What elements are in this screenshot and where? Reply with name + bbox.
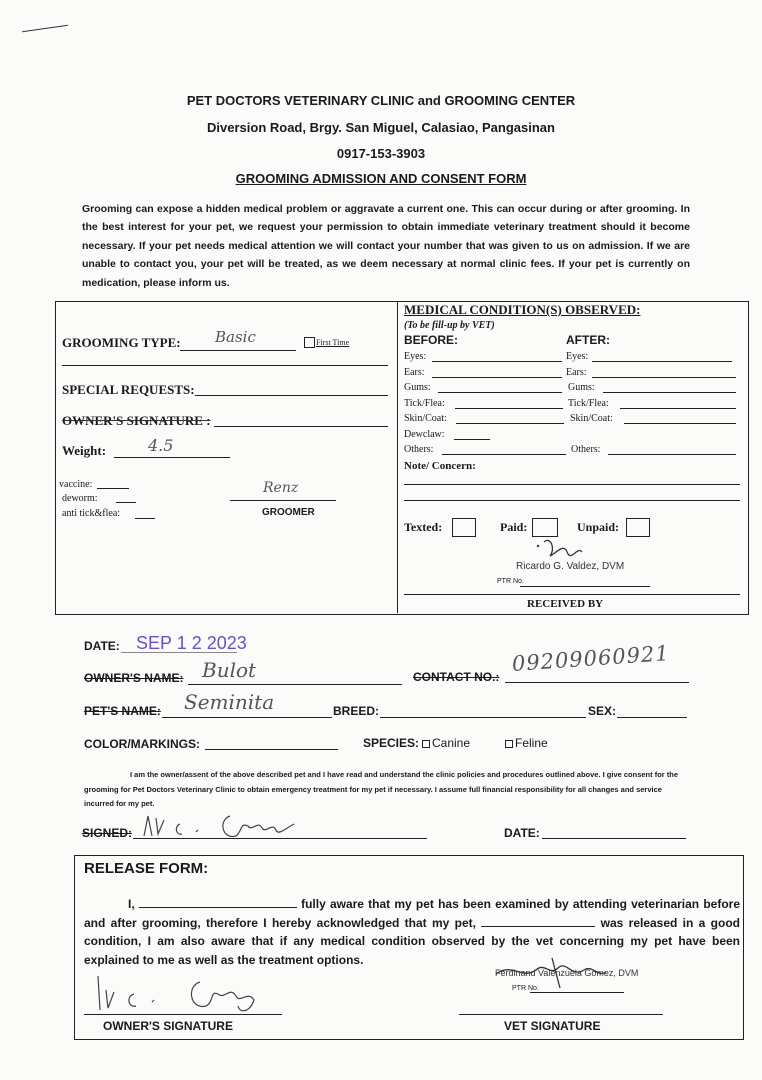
after-label: AFTER: [566, 333, 610, 347]
first-time-checkbox[interactable] [304, 337, 315, 348]
after-tick: Tick/Flea: [568, 398, 609, 409]
canine-label: Canine [432, 736, 471, 750]
owner-signature-release-label: OWNER'S SIGNATURE [103, 1019, 233, 1033]
pen-mark [22, 25, 68, 32]
before-tick-line [455, 408, 563, 409]
medical-title: MEDICAL CONDITION(S) OBSERVED: [404, 302, 641, 317]
owner-name-label: OWNER'S NAME: [84, 671, 184, 685]
texted-label: Texted: [404, 520, 443, 534]
date-label: DATE: [84, 639, 120, 653]
note-line-1 [404, 484, 740, 485]
vaccine-line [97, 488, 129, 489]
owner-signature-line [214, 426, 388, 427]
sex-line [617, 717, 687, 718]
after-tick-line [620, 408, 736, 409]
feline-label: Feline [515, 736, 548, 750]
vaccine-label: vaccine: [59, 479, 93, 490]
before-gums-line [438, 392, 562, 393]
before-others: Others: [404, 444, 434, 455]
breed-line [380, 717, 586, 718]
owner-name-value[interactable]: Bulot [202, 658, 257, 682]
groomer-line [230, 500, 336, 501]
form-title: GROOMING ADMISSION AND CONSENT FORM [235, 171, 527, 186]
texted-checkbox[interactable] [452, 518, 476, 537]
after-ears-line [592, 377, 736, 378]
weight-line [114, 457, 230, 458]
groomer-name[interactable]: Renz [263, 480, 299, 496]
date2-line [542, 838, 686, 839]
paid-label: Paid: [500, 520, 528, 534]
before-gums: Gums: [404, 382, 431, 393]
after-skin: Skin/Coat: [570, 413, 613, 424]
received-by-label: RECEIVED BY [527, 598, 604, 610]
date-stamp: SEP 1 2 2023 [136, 633, 247, 653]
grooming-type-value[interactable]: Basic [215, 328, 256, 346]
sex-label: SEX: [588, 704, 617, 718]
release-owner-line [84, 1014, 282, 1015]
owner-signature-mark [140, 806, 300, 850]
after-others-line [608, 454, 736, 455]
species-label: SPECIES: [363, 736, 420, 750]
after-eyes: Eyes: [566, 351, 589, 362]
owner-name-line [188, 684, 402, 685]
grooming-type-extra-line [62, 365, 388, 366]
after-gums: Gums: [568, 382, 595, 393]
weight-label: Weight: [62, 443, 107, 458]
pet-name-value[interactable]: Seminita [184, 690, 275, 714]
special-requests-label: SPECIAL REQUESTS: [62, 382, 195, 397]
note-label: Note/ Concern: [404, 460, 476, 472]
color-label: COLOR/MARKINGS: [84, 737, 200, 751]
deworm-line [116, 502, 136, 503]
color-line [205, 749, 338, 750]
vet-signature-mark [530, 534, 590, 564]
release-owner-signature-mark [90, 970, 270, 1018]
release-ptr-label: PTR No. [512, 985, 539, 992]
before-dewclaw-line [454, 439, 490, 440]
grooming-type-line [180, 350, 296, 351]
after-others: Others: [571, 444, 601, 455]
unpaid-label: Unpaid: [577, 520, 620, 534]
owner-signature-label: OWNER'S SIGNATURE : [62, 413, 211, 428]
contact-line [505, 682, 689, 683]
received-by-line [404, 594, 740, 595]
contact-value[interactable]: 09209060921 [511, 641, 671, 676]
feline-checkbox[interactable] [505, 740, 513, 748]
date2-label: DATE: [504, 826, 540, 840]
received-vet-name: Ricardo G. Valdez, DVM [516, 561, 625, 572]
clinic-address: Diversion Road, Brgy. San Miguel, Calasiao, Pangasinan [207, 120, 555, 135]
note-line-2 [404, 500, 740, 501]
date-line [121, 652, 237, 653]
vet-signature-label: VET SIGNATURE [504, 1019, 601, 1033]
after-skin-line [624, 423, 736, 424]
release-ptr-line [530, 992, 624, 993]
before-others-line [442, 454, 566, 455]
signed-label: SIGNED: [82, 826, 133, 840]
before-skin: Skin/Coat: [404, 413, 447, 424]
clinic-phone: 0917-153-3903 [336, 146, 426, 161]
release-text-1: I, [128, 897, 135, 911]
before-label: BEFORE: [404, 333, 458, 347]
received-ptr-line [520, 586, 650, 587]
release-vet-line [459, 1014, 663, 1015]
anti-tick-line [135, 518, 155, 519]
special-requests-line [195, 395, 388, 396]
box-divider [397, 302, 398, 613]
contact-label: CONTACT NO.: [413, 670, 500, 684]
before-ears-line [432, 377, 562, 378]
weight-value[interactable]: 4.5 [148, 436, 174, 455]
release-pet-blank[interactable] [481, 916, 595, 927]
before-dewclaw: Dewclaw: [404, 429, 445, 440]
anti-tick-label: anti tick&flea: [62, 508, 121, 519]
breed-label: BREED: [333, 704, 380, 718]
release-text-2: fully aware that my pet has been examined by attending veterinarian before and after grooming, therefore I hereby acknowledged that my pet, [84, 897, 740, 930]
clinic-name: PET DOCTORS VETERINARY CLINIC and GROOMING CENTER [186, 93, 576, 108]
before-ears: Ears: [404, 367, 425, 378]
pet-name-line [162, 717, 332, 718]
unpaid-checkbox[interactable] [626, 518, 650, 537]
after-eyes-line [592, 361, 732, 362]
release-name-blank[interactable] [139, 897, 297, 908]
pet-name-label: PET'S NAME: [84, 704, 161, 718]
before-eyes: Eyes: [404, 351, 427, 362]
release-vet-name: Ferdinand Valenzuela Gomez, DVM [495, 968, 639, 978]
release-text-3: was released in a good condition, I am also aware that if any medical condition observed by the vet concerning my pet have been explained to me as well as the treatment options. [84, 915, 740, 967]
before-skin-line [456, 423, 564, 424]
release-title: RELEASE FORM: [84, 860, 209, 877]
canine-checkbox[interactable] [422, 740, 430, 748]
intro-paragraph: Grooming can expose a hidden medical problem or aggravate a current one. This can occur during or after grooming. In the best interest for your pet, we request your permission to obtain immediate veterinary treatment should it become necessary. If your pet needs medical attention we will contact your number that was given to us on admission. If we are unable to contact you, your pet will be treated, as we deem necessary at normal clinic fees. If your pet is currently on medication, please inform us. [82, 203, 690, 289]
first-time-label: First Time [316, 338, 350, 347]
grooming-type-label: GROOMING TYPE: [62, 335, 181, 350]
before-tick: Tick/Flea: [404, 398, 445, 409]
before-eyes-line [432, 361, 562, 362]
groomer-label: GROOMER [262, 507, 315, 518]
consent-text: I am the owner/assent of the above described pet and I have read and understand the clinic policies and procedures outlined above. I give consent for the grooming for Pet Doctors Veterinary Clinic to obtain emergency treatment for my pet if necessary. I assume full financial responsibility for all changes and service incurred for my pet. [84, 770, 679, 808]
received-ptr-label: PTR No. [497, 578, 524, 585]
after-gums-line [603, 392, 736, 393]
deworm-label: deworm: [62, 493, 98, 504]
after-ears: Ears: [566, 367, 587, 378]
medical-subtitle: (To be fill-up by VET) [404, 320, 495, 331]
